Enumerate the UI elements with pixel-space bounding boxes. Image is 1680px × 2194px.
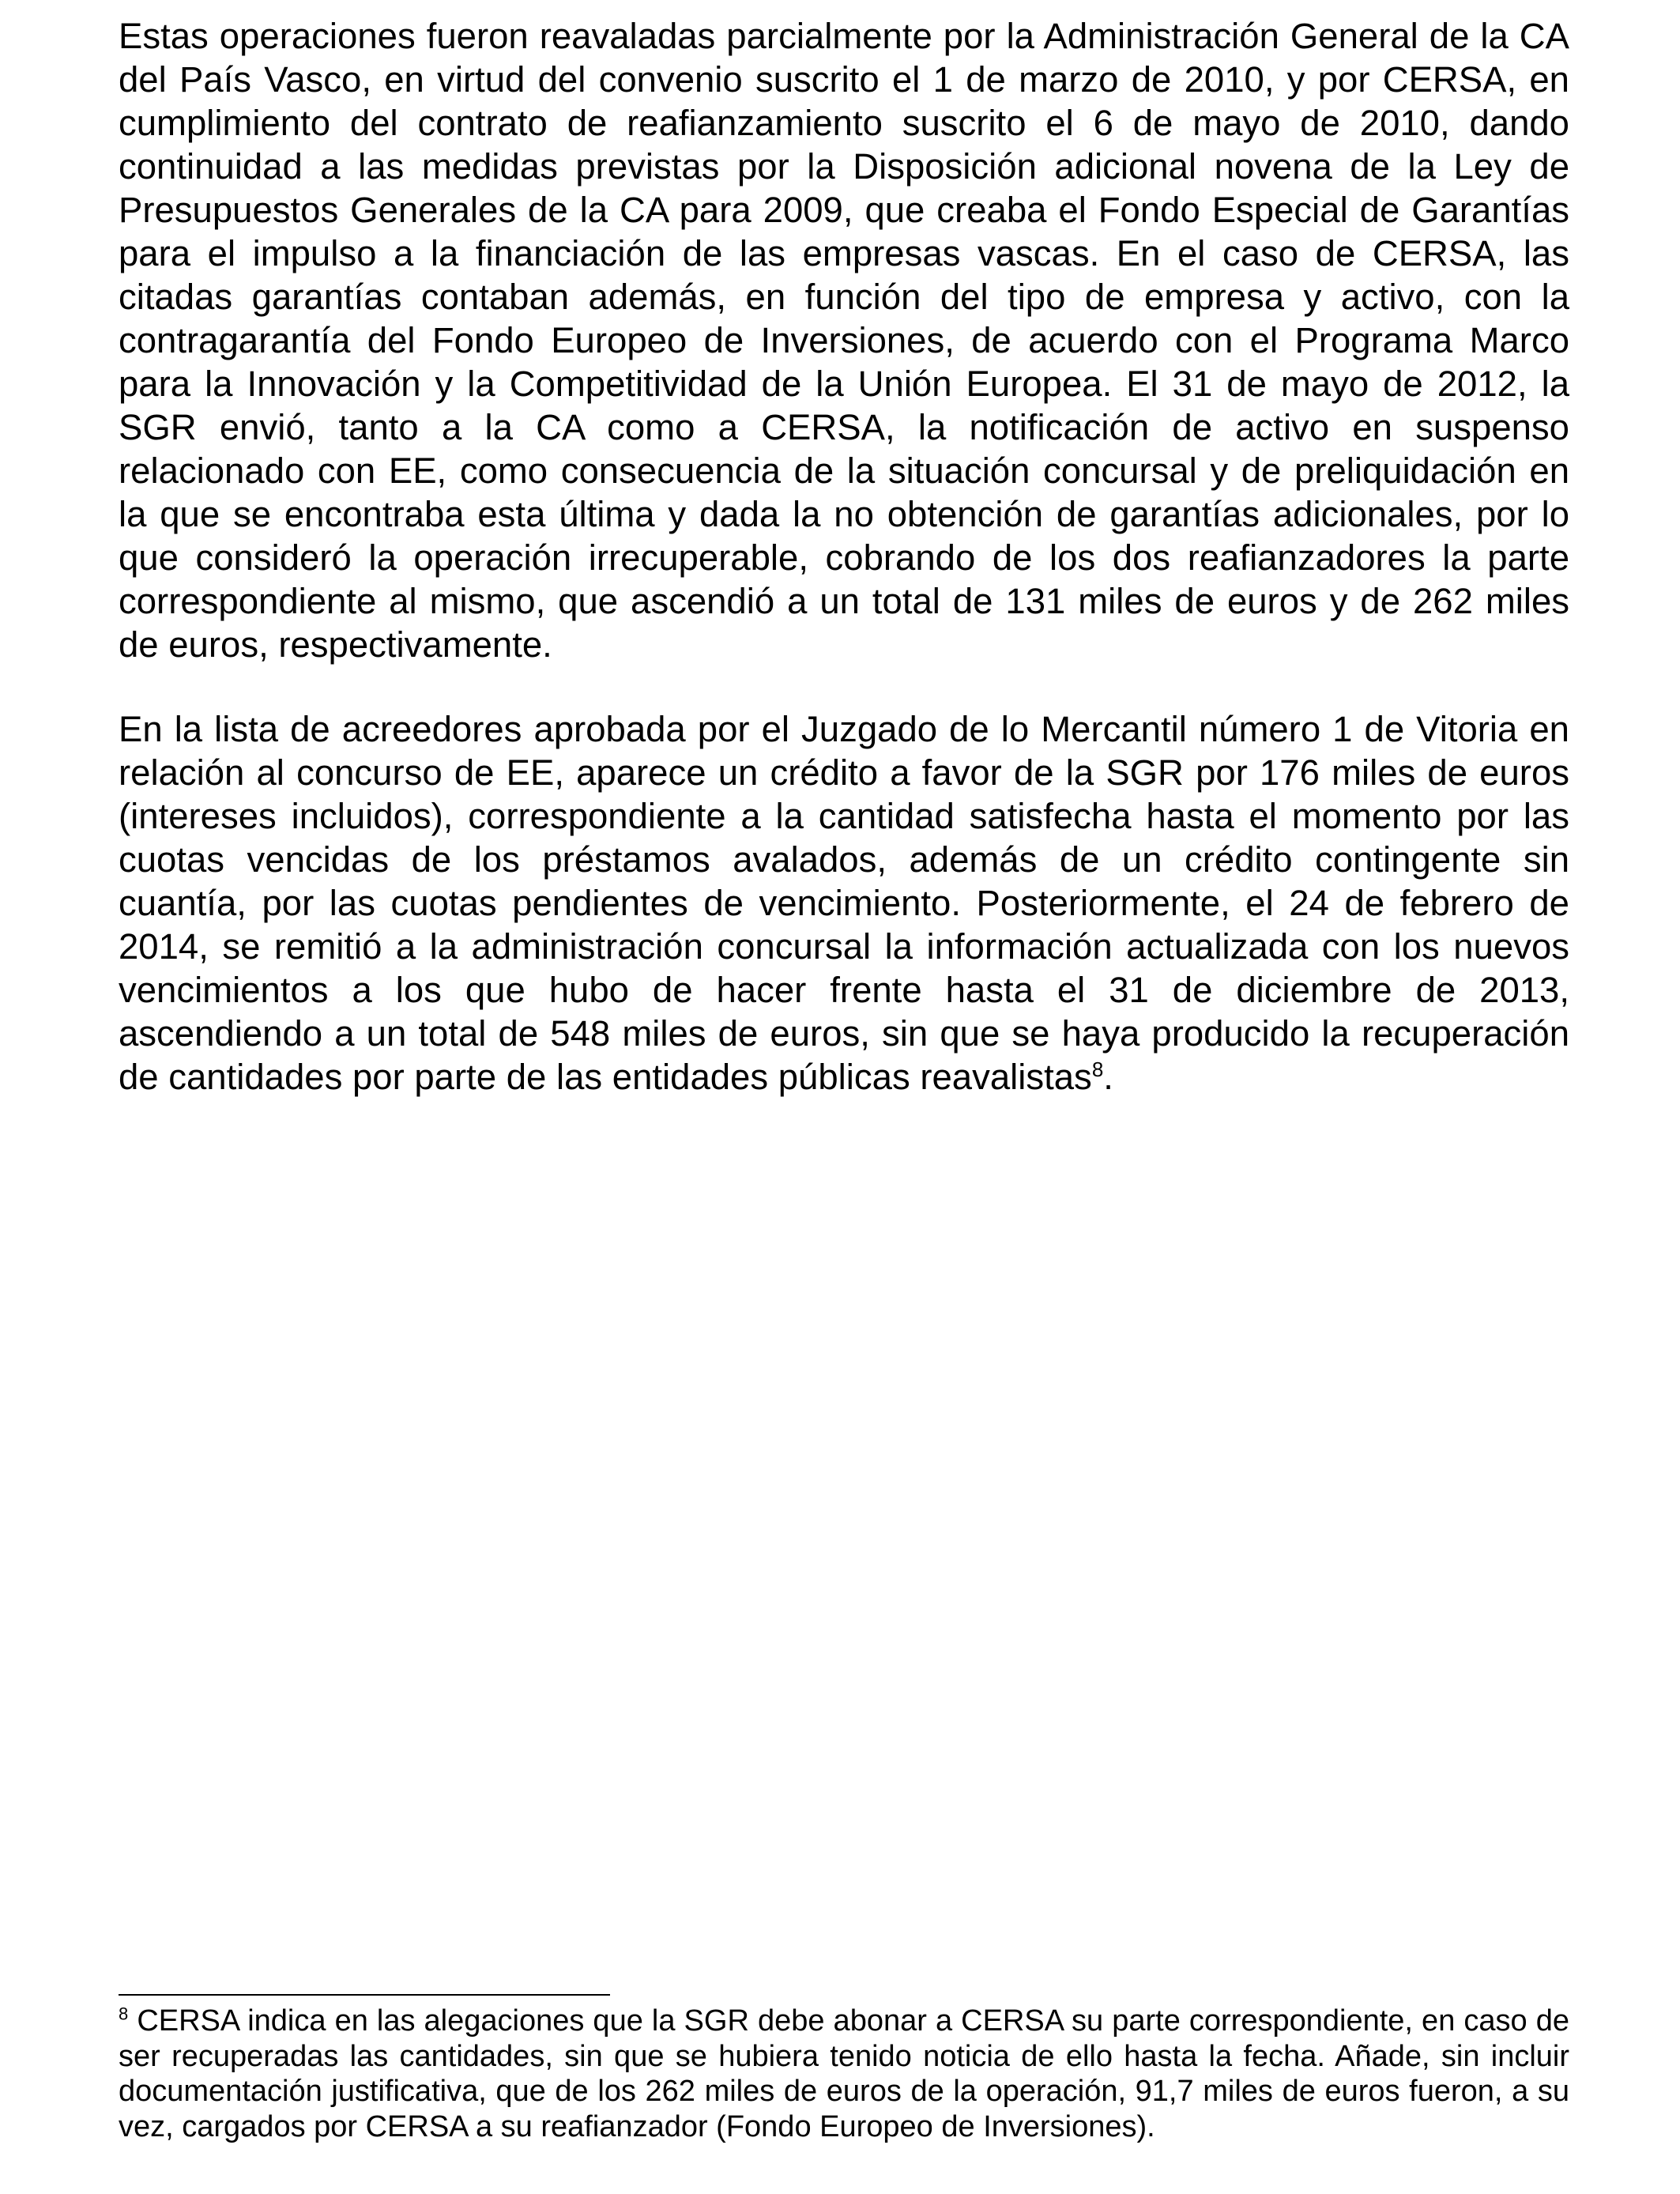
footnote (119, 2004, 1569, 2144)
paragraph-2 (119, 707, 1569, 1099)
paragraph-1: Estas operaciones fueron reavaladas parcialmente por la Administración General de la CA del País Vasco, en virtud del convenio suscrito el 1 de marzo de 2010, y por CERSA, en cumplimiento del contrato de reafianzamiento suscrito el 6 de mayo de 2010, dando continuidad a las medidas previstas por la Disposición adicional novena de la Ley de Presupuestos Generales de la CA para 2009, que creaba el Fondo Especial de Garantías para el impulso a la financiación de las empresas vascas. En el caso de CERSA, las citadas garantías contaban además, en función del tipo de empresa y activo, con la contragarantía del Fondo Europeo de Inversiones, de acuerdo con el Programa Marco para la Innovación y la Competitividad de la Unión Europea. El 31 de mayo de 2012, la SGR envió, tanto a la CA como a CERSA, la notificación de activo en suspenso relacionado con EE, como consecuencia de la situación concursal y de preliquidación en la que se encontraba esta última y dada la no obtención de garantías adicionales, por lo que consideró la operación irrecuperable, cobrando de los dos reafianzadores la parte correspondiente al mismo, que ascendió a un total de 131 miles de euros y de 262 miles de euros, respectivamente. (119, 16, 1569, 665)
footnote-text: CERSA indica en las alegaciones que la SGR debe abonar a CERSA su parte correspondiente, en caso de ser recuperadas las cantidades, sin que se hubiera tenido noticia de ello hasta la fecha. Añade, sin incluir documentación justificativa, que de los 262 miles de euros de la operación, 91,7 miles de euros fueron, a su vez, cargados por CERSA a su reafianzador (Fondo Europeo de Inversiones). (119, 2004, 1569, 2143)
footnote-reference[interactable]: 8 (1091, 1057, 1104, 1081)
paragraph-2-end-punctuation: . (1103, 1057, 1113, 1097)
paragraph-2-text: En la lista de acreedores aprobada por el Juzgado de lo Mercantil número 1 de Vitoria en relación al concurso de EE, aparece un crédito a favor de la SGR por 176 miles de euros (intereses incluidos), correspondiente a la cantidad satisfecha hasta el momento por las cuotas vencidas de los préstamos avalados, además de un crédito contingente sin cuantía, por las cuotas pendientes de vencimiento. Posteriormente, el 24 de febrero de 2014, se remitió a la administración concursal la información actualizada con los nuevos vencimientos a los que hubo de hacer frente hasta el 31 de diciembre de 2013, ascendiendo a un total de 548 miles de euros, sin que se haya producido la recuperación de cantidades por parte de las entidades públicas reavalistas (119, 709, 1569, 1097)
footnote-separator (119, 1994, 610, 1996)
document-body (119, 14, 1569, 1099)
footnote-number: 8 (119, 2004, 129, 2024)
